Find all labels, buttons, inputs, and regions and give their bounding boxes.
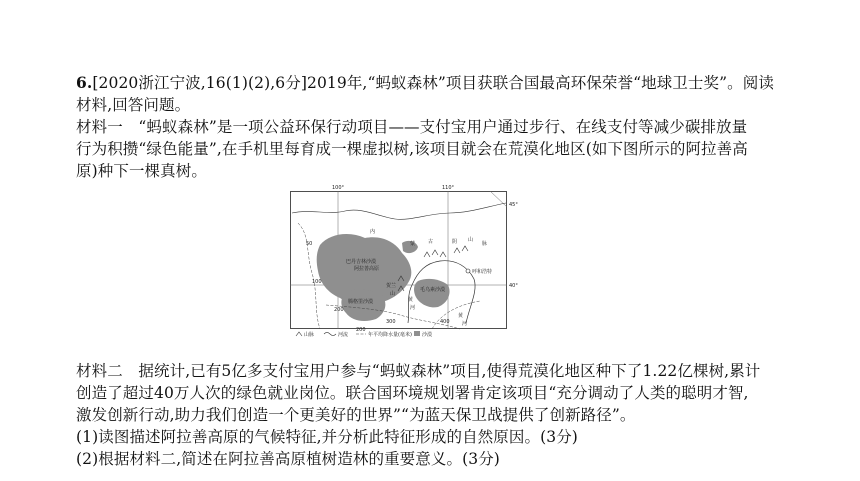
sub-question-2: (2)根据材料二,简述在阿拉善高原植树造林的重要意义。(3分) — [76, 450, 500, 468]
label-helan-shan: 山 — [390, 291, 396, 297]
material-one-line-3: 原)种下一棵真树。 — [76, 162, 207, 180]
alashan-map — [290, 183, 530, 338]
question-block — [76, 72, 816, 182]
label-mu-us: 毛乌素沙漠 — [420, 287, 446, 293]
label-tengger: 腾格里沙漠 — [348, 299, 374, 305]
material-one-line-2: 行为积攒“绿色能量”,在手机里每育成一棵虚拟树,该项目就会在荒漠化地区(如下图所示的阿拉善高 — [76, 140, 748, 158]
material-two-line-2: 创造了超过40万人次的绿色就业岗位。联合国环境规划署肯定该项目“充分调动了人类的聪明才智, — [76, 384, 749, 402]
isoline-label-400: 400 — [440, 319, 450, 325]
isoline-label-300: 300 — [386, 319, 396, 325]
label-nei: 内 — [370, 229, 376, 235]
material-two-block — [76, 360, 836, 470]
isoline-label-200: 200 — [334, 307, 344, 313]
legend-river-icon — [324, 333, 336, 336]
question-line-1: 6.[2020浙江宁波,16(1)(2),6分]2019年,“蚂蚁森林”项目获联合国最高环保荣誉“地球卫士奖”。阅读 — [76, 73, 774, 92]
label-huang-2: 黄 — [458, 313, 464, 319]
material-one-line-1: 材料一 “蚂蚁森林”是一项公益环保行动项目——支付宝用户通过步行、在线支付等减少碳排放量 — [76, 118, 748, 136]
label-huang-1: 黄 — [408, 297, 414, 303]
label-alashan: 阿拉善高原 — [354, 266, 380, 272]
isoline-label-50: 50 — [306, 241, 313, 247]
material-two-line-3: 激发创新行动,助力我们创造一个更美好的世界”“为蓝天保卫战提供了创新路径”。 — [76, 406, 636, 424]
hohhot-marker — [466, 269, 470, 273]
legend-desert-icon — [414, 331, 420, 336]
lat-label-45: 45° — [509, 202, 518, 208]
material-two-line-1: 材料二 据统计,已有5亿多支付宝用户参与“蚂蚁森林”项目,使得荒漠化地区种下了1.22亿棵树,累计 — [76, 362, 761, 380]
legend-river: 河流 — [338, 332, 349, 338]
question-number: 6. — [76, 73, 93, 92]
label-mai: 脉 — [482, 241, 488, 247]
label-gu: 古 — [428, 239, 434, 245]
label-he-1: 河 — [410, 305, 416, 311]
label-meng: 蒙 — [410, 241, 416, 247]
label-yin: 阴 — [452, 239, 458, 245]
label-helan: 贺兰 — [386, 283, 397, 289]
sub-question-1: (1)读图描述阿拉善高原的气候特征,并分析此特征形成的自然原因。(3分) — [76, 428, 578, 446]
legend-desert: 沙漠 — [422, 332, 433, 338]
label-he-2: 河 — [462, 321, 468, 327]
label-shan-yin: 山 — [468, 237, 474, 243]
question-line-2: 材料,回答问题。 — [76, 96, 191, 114]
lon-label-100: 100° — [332, 185, 345, 191]
legend-mountain: 山脉 — [304, 332, 315, 338]
label-hohhot: 呼和浩特 — [472, 269, 493, 275]
lat-label-40: 40° — [509, 283, 518, 289]
lon-label-110: 110° — [442, 185, 455, 191]
legend-isohyet-value: 200 — [356, 327, 366, 333]
isoline-label-100: 100 — [312, 279, 322, 285]
legend-isohyet: 年平均降水量(毫米) — [368, 332, 412, 338]
legend-mountain-icon — [296, 332, 302, 336]
label-badain-jaran: 巴丹吉林沙漠 — [346, 259, 377, 265]
